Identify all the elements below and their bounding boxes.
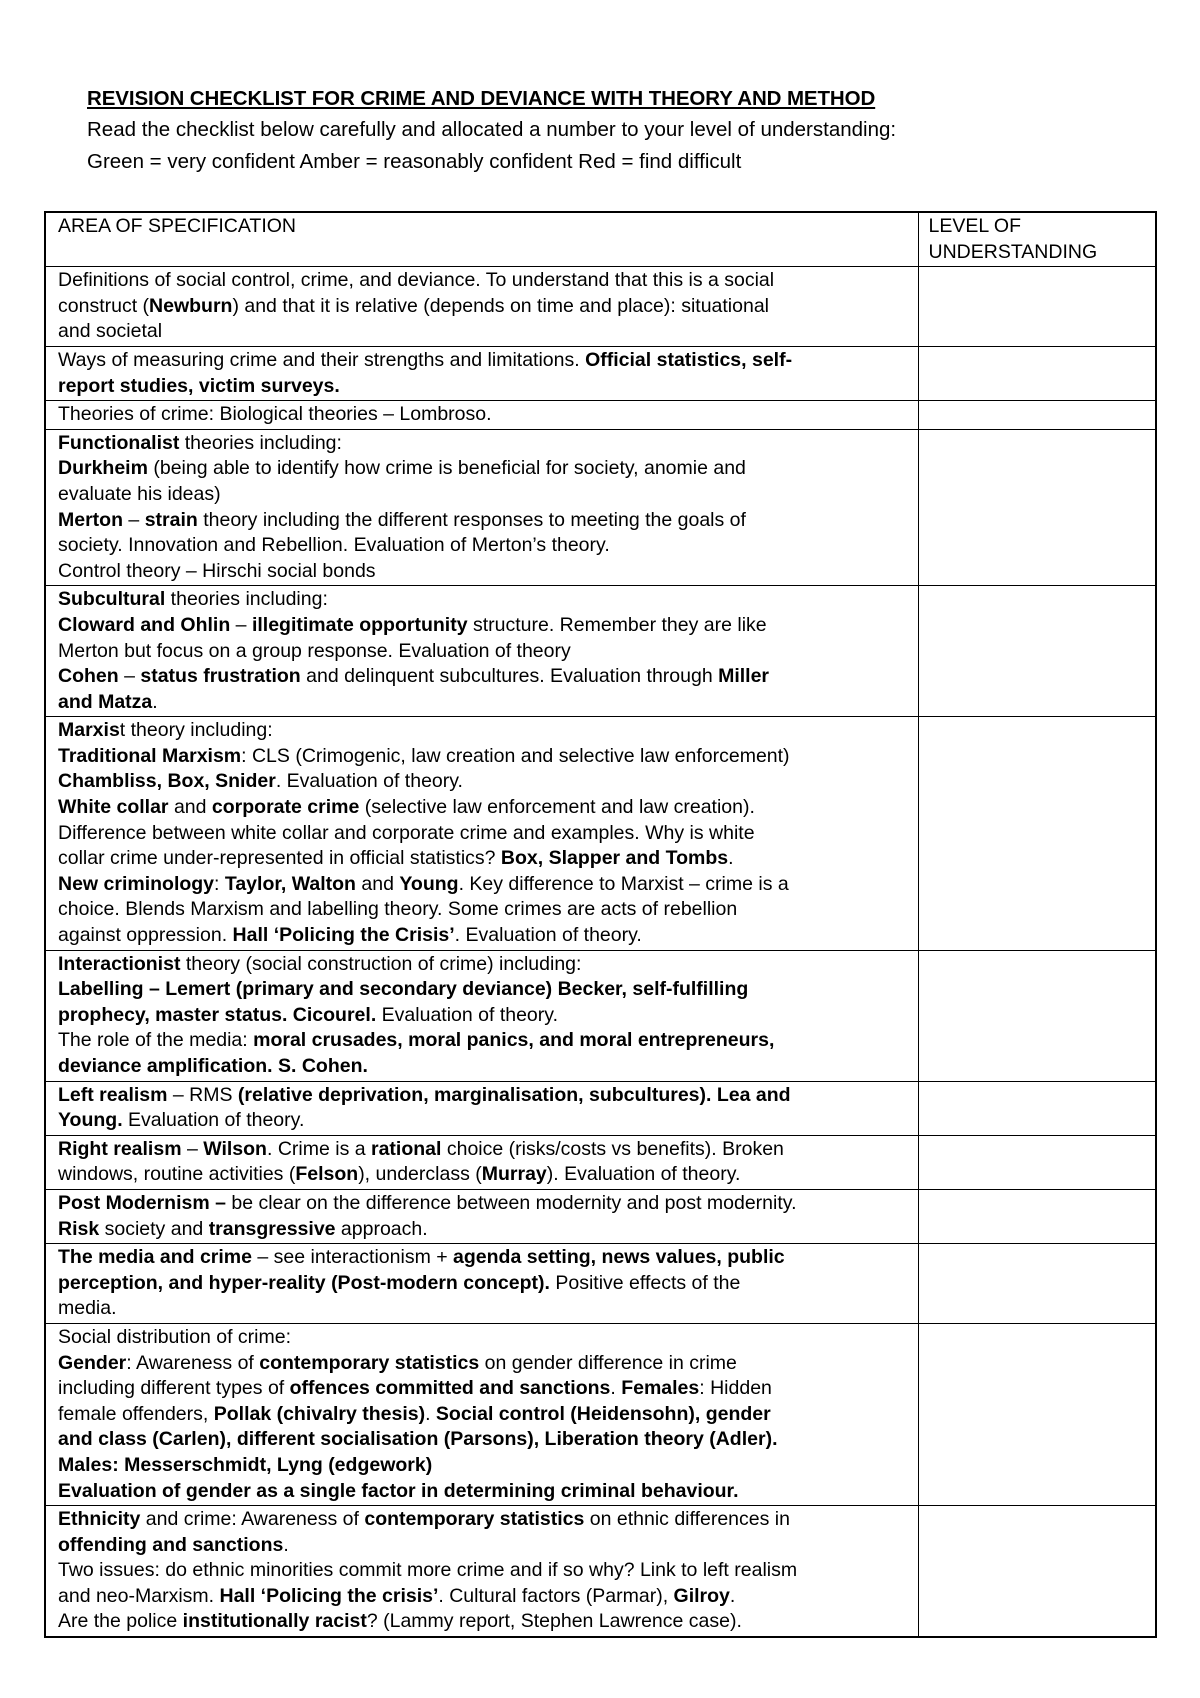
level-of-understanding-cell[interactable] <box>918 950 1156 1081</box>
text-segment: theory including the different responses to meeting the goals of <box>197 508 746 531</box>
level-of-understanding-cell[interactable] <box>918 1081 1156 1135</box>
text-segment: . Cultural factors (Parmar), <box>438 1584 674 1607</box>
text-segment: evaluate his ideas) <box>58 482 221 505</box>
bold-term: Wilson <box>203 1137 267 1160</box>
bold-term: Males: Messerschmidt, Lyng (edgework) <box>58 1453 433 1476</box>
text-segment: Control theory – Hirschi social bonds <box>58 559 376 582</box>
bold-term: Gilroy <box>673 1584 730 1607</box>
bold-term: offending and sanctions <box>58 1533 284 1556</box>
bold-term: Interactionist <box>58 952 181 975</box>
specification-line <box>58 1137 912 1163</box>
bold-term: Young. <box>58 1109 123 1132</box>
bold-term: rational <box>371 1137 442 1160</box>
bold-term: Taylor, Walton <box>224 872 356 895</box>
text-segment: (being able to identify how crime is beneficial for society, anomie and <box>147 457 746 480</box>
specification-line <box>58 613 912 639</box>
bold-term: Left realism <box>58 1083 168 1106</box>
bold-term: prophecy, master status. Cicourel. <box>58 1003 377 1026</box>
specification-line <box>58 1376 912 1402</box>
text-segment: and societal <box>58 320 163 343</box>
specification-line <box>58 1108 912 1134</box>
text-segment: and delinquent subcultures. Evaluation through <box>300 665 719 688</box>
header-level-label-line-2: UNDERSTANDING <box>928 240 1098 263</box>
text-segment: choice. Blends Marxism and labelling theory. Some crimes are acts of rebellion <box>58 898 738 921</box>
text-segment: Evaluation of theory. <box>376 1003 558 1026</box>
text-segment: structure. Remember they are like <box>467 613 767 636</box>
text-segment: – <box>118 665 141 688</box>
specification-line <box>58 639 912 665</box>
specification-cell <box>45 1323 918 1505</box>
text-segment: . Key difference to Marxist – crime is a <box>458 872 789 895</box>
specification-cell <box>45 1244 918 1324</box>
bold-term: Cloward and Ohlin <box>58 613 231 636</box>
text-segment: : <box>214 872 225 895</box>
text-segment: . Evaluation of theory. <box>275 770 463 793</box>
bold-term: Ethnicity <box>58 1508 141 1531</box>
text-segment: collar crime under-represented in official statistics? <box>58 847 501 870</box>
text-segment: and <box>168 796 212 819</box>
text-segment: society and <box>99 1217 209 1240</box>
text-segment: . <box>729 1584 736 1607</box>
text-segment: The role of the media: <box>58 1029 254 1052</box>
bold-term: Miller <box>718 665 770 688</box>
specification-line <box>58 744 912 770</box>
specification-line <box>58 1402 912 1428</box>
specification-line <box>58 587 912 613</box>
text-segment: Definitions of social control, crime, and deviance. To understand that this is a social <box>58 269 775 292</box>
bold-term: deviance amplification. S. Cohen. <box>58 1055 368 1077</box>
bold-term: strain <box>144 508 198 531</box>
bold-term: corporate crime <box>211 796 360 819</box>
specification-line <box>58 1351 912 1377</box>
text-segment: t theory including: <box>119 719 273 742</box>
bold-term: Right realism <box>58 1137 182 1160</box>
specification-line <box>58 268 912 294</box>
bold-term: moral crusades, moral panics, and moral entrepreneurs, <box>253 1029 775 1052</box>
specification-line <box>58 1453 912 1479</box>
specification-line <box>58 508 912 534</box>
specification-line <box>58 348 912 374</box>
text-segment: – <box>123 508 145 531</box>
specification-cell <box>45 586 918 717</box>
text-segment: approach. <box>335 1217 428 1240</box>
text-segment: – <box>230 613 252 636</box>
specification-line <box>58 1296 912 1322</box>
bold-term: Functionalist <box>58 431 180 454</box>
text-segment: . Evaluation of theory. <box>454 924 642 947</box>
specification-line <box>58 664 912 690</box>
specification-line <box>58 1217 912 1243</box>
bold-term: illegitimate opportunity <box>251 613 468 636</box>
text-segment: Difference between white collar and corporate crime and examples. Why is white <box>58 821 755 844</box>
bold-term: Cohen <box>58 665 119 688</box>
header-area-label: AREA OF SPECIFICATION <box>58 215 297 237</box>
intro-line-2: Green = very confident Amber = reasonably confident Red = find difficult <box>87 150 742 173</box>
text-segment: – see interactionism + <box>251 1246 454 1269</box>
bold-term: report studies, victim surveys. <box>58 374 340 397</box>
specification-line <box>58 402 912 428</box>
bold-term: Chambliss, Box, Snider <box>58 770 276 793</box>
bold-term: Social control (Heidensohn), gender <box>435 1402 771 1425</box>
text-segment: theory (social construction of crime) including: <box>180 952 582 975</box>
specification-line <box>58 1507 912 1533</box>
table-row <box>45 429 1156 586</box>
specification-line <box>58 431 912 457</box>
text-segment: Merton but focus on a group response. Evaluation of theory <box>58 639 571 662</box>
specification-cell <box>45 950 918 1081</box>
table-row <box>45 267 1156 347</box>
specification-cell <box>45 429 918 586</box>
specification-line <box>58 1271 912 1297</box>
level-of-understanding-cell[interactable] <box>918 267 1156 347</box>
bold-term: White collar <box>58 796 169 819</box>
bold-term: Hall ‘Policing the Crisis’ <box>232 924 455 947</box>
bold-term: Post Modernism – <box>58 1191 226 1214</box>
level-of-understanding-cell[interactable] <box>918 346 1156 400</box>
specification-line <box>58 1083 912 1109</box>
bold-term: Pollak (chivalry thesis) <box>213 1402 426 1425</box>
text-segment: . <box>610 1377 622 1400</box>
text-segment: Theories of crime: Biological theories – Lombroso. <box>58 403 492 426</box>
bold-term: offences committed and sanctions <box>289 1377 611 1400</box>
text-segment: . <box>425 1402 436 1425</box>
specification-line <box>58 1584 912 1610</box>
text-segment: Evaluation of theory. <box>122 1109 305 1132</box>
bold-term: agenda setting, news values, public <box>453 1246 785 1269</box>
specification-cell <box>45 1506 918 1637</box>
text-segment: . <box>152 690 158 713</box>
level-of-understanding-cell[interactable] <box>918 1244 1156 1324</box>
specification-line <box>58 897 912 923</box>
bold-term: Felson <box>295 1163 359 1186</box>
bold-term: Young <box>399 872 459 895</box>
bold-term: Gender <box>58 1351 127 1374</box>
text-segment: windows, routine activities ( <box>58 1163 296 1186</box>
text-segment: construct ( <box>58 294 150 317</box>
bold-term: transgressive <box>208 1217 336 1240</box>
text-segment: . Crime is a <box>266 1137 371 1160</box>
text-segment: female offenders, <box>58 1402 214 1425</box>
table-row <box>45 346 1156 400</box>
text-segment: and <box>355 872 400 895</box>
text-segment: Social distribution of crime: <box>58 1325 292 1348</box>
specification-line <box>58 1533 912 1559</box>
specification-line <box>58 1054 912 1080</box>
text-segment: choice (risks/costs vs benefits). Broken <box>441 1137 784 1160</box>
table-header-row <box>45 212 1156 267</box>
text-segment: theories including: <box>179 431 342 454</box>
specification-line <box>58 294 912 320</box>
text-segment: . <box>283 1533 289 1556</box>
table-row <box>45 1506 1156 1637</box>
bold-term: Labelling – Lemert (primary and secondary deviance) Becker, self-fulfilling <box>58 978 749 1001</box>
specification-line <box>58 1558 912 1584</box>
specification-line <box>58 319 912 345</box>
specification-cell <box>45 717 918 950</box>
specification-cell <box>45 1081 918 1135</box>
text-segment: – RMS <box>167 1083 238 1106</box>
bold-term: Risk <box>58 1217 100 1240</box>
text-segment: : Hidden <box>699 1377 772 1400</box>
text-segment: ? (Lammy report, Stephen Lawrence case). <box>366 1610 742 1633</box>
specification-line <box>58 718 912 744</box>
specification-line <box>58 559 912 585</box>
bold-term: Subcultural <box>58 588 166 611</box>
specification-cell <box>45 346 918 400</box>
text-segment: on gender difference in crime <box>479 1351 737 1374</box>
table-row <box>45 1244 1156 1324</box>
specification-line <box>58 977 912 1003</box>
bold-term: contemporary statistics <box>364 1508 585 1531</box>
text-segment: Are the police <box>58 1610 183 1633</box>
specification-line <box>58 872 912 898</box>
level-of-understanding-cell[interactable] <box>918 1506 1156 1637</box>
bold-term: status frustration <box>140 665 301 688</box>
intro-line-1: Read the checklist below carefully and allocated a number to your level of understanding: <box>87 118 897 141</box>
specification-line <box>58 1325 912 1351</box>
specification-line <box>58 1162 912 1188</box>
specification-cell <box>45 1189 918 1243</box>
bold-term: Merton <box>58 508 123 531</box>
specification-line <box>58 769 912 795</box>
bold-term: and Matza <box>58 690 153 713</box>
specification-line <box>58 821 912 847</box>
level-of-understanding-cell[interactable] <box>918 1189 1156 1243</box>
specification-line <box>58 374 912 400</box>
text-segment: . <box>728 847 734 870</box>
bold-term: Murray <box>481 1163 547 1186</box>
bold-term: New criminology <box>58 872 215 895</box>
specification-line <box>58 1427 912 1453</box>
level-of-understanding-cell[interactable] <box>918 1323 1156 1505</box>
text-segment: and crime: Awareness of <box>140 1508 365 1531</box>
specification-line <box>58 952 912 978</box>
bold-term: (relative deprivation, marginalisation, subcultures). Lea and <box>237 1083 791 1106</box>
specification-line <box>58 1191 912 1217</box>
text-segment: against oppression. <box>58 924 233 947</box>
level-of-understanding-cell[interactable] <box>918 1135 1156 1189</box>
specification-cell <box>45 1135 918 1189</box>
bold-term: Newburn <box>149 294 233 317</box>
text-segment: including different types of <box>58 1377 290 1400</box>
bold-term: institutionally racist <box>182 1610 367 1633</box>
text-segment: : Awareness of <box>126 1351 260 1374</box>
bold-term: contemporary statistics <box>259 1351 480 1374</box>
bold-term: Evaluation of gender as a single factor in determining criminal behaviour. <box>58 1479 739 1502</box>
specification-cell <box>45 401 918 430</box>
specification-line <box>58 456 912 482</box>
bold-term: and class (Carlen), different socialisation (Parsons), Liberation theory (Adler). <box>58 1428 778 1451</box>
text-segment: and neo-Marxism. <box>58 1584 220 1607</box>
text-segment: – <box>181 1137 204 1160</box>
table-row <box>45 950 1156 1081</box>
level-of-understanding-cell[interactable] <box>918 401 1156 430</box>
specification-cell <box>45 267 918 347</box>
table-row <box>45 1081 1156 1135</box>
text-segment: ), underclass ( <box>358 1163 482 1186</box>
bold-term: Marxis <box>58 719 120 742</box>
text-segment: : CLS (Crimogenic, law creation and selective law enforcement) <box>241 744 790 767</box>
specification-line <box>58 1245 912 1271</box>
table-row <box>45 1189 1156 1243</box>
bold-term: Hall ‘Policing the crisis’ <box>219 1584 439 1607</box>
text-segment: ) and that it is relative (depends on time and place): situational <box>232 294 770 317</box>
specification-line <box>58 846 912 872</box>
table-row <box>45 717 1156 950</box>
bold-term: Official statistics, self- <box>585 348 793 371</box>
text-segment: Two issues: do ethnic minorities commit more crime and if so why? Link to left realism <box>58 1559 798 1582</box>
table-row <box>45 401 1156 430</box>
text-segment: ). Evaluation of theory. <box>546 1163 741 1186</box>
bold-term: perception, and hyper-reality (Post-modern concept). <box>58 1271 550 1294</box>
specification-line <box>58 1609 912 1635</box>
bold-term: Durkheim <box>58 457 148 480</box>
header-level-label-line-1: LEVEL OF <box>928 215 1021 237</box>
level-of-understanding-cell[interactable] <box>918 717 1156 950</box>
specification-line <box>58 923 912 949</box>
specification-line <box>58 1003 912 1029</box>
specification-line <box>58 533 912 559</box>
page-title: REVISION CHECKLIST FOR CRIME AND DEVIANCE WITH THEORY AND METHOD <box>87 87 876 110</box>
text-segment: on ethnic differences in <box>584 1508 790 1531</box>
text-segment: (selective law enforcement and law creation). <box>359 796 755 819</box>
table-row <box>45 1135 1156 1189</box>
specification-line <box>58 795 912 821</box>
bold-term: Traditional Marxism <box>58 744 242 767</box>
document-header <box>87 84 1147 178</box>
text-segment: Positive effects of the <box>549 1271 741 1294</box>
table-row <box>45 1323 1156 1505</box>
header-level-of-understanding <box>918 212 1156 267</box>
bold-term: Females <box>621 1377 700 1400</box>
text-segment: Ways of measuring crime and their strengths and limitations. <box>58 348 586 371</box>
specification-line <box>58 1479 912 1505</box>
revision-checklist-table <box>44 211 1157 1638</box>
table-row <box>45 586 1156 717</box>
specification-line <box>58 482 912 508</box>
bold-term: Box, Slapper and Tombs <box>500 847 729 870</box>
level-of-understanding-cell[interactable] <box>918 586 1156 717</box>
header-area-of-specification <box>45 212 918 267</box>
specification-line <box>58 1028 912 1054</box>
text-segment: theories including: <box>165 588 328 611</box>
level-of-understanding-cell[interactable] <box>918 429 1156 586</box>
text-segment: media. <box>58 1297 117 1320</box>
text-segment: be clear on the difference between modernity and post modernity. <box>225 1191 797 1214</box>
bold-term: The media and crime <box>58 1246 252 1269</box>
specification-line <box>58 690 912 716</box>
text-segment: society. Innovation and Rebellion. Evaluation of Merton’s theory. <box>58 534 610 557</box>
